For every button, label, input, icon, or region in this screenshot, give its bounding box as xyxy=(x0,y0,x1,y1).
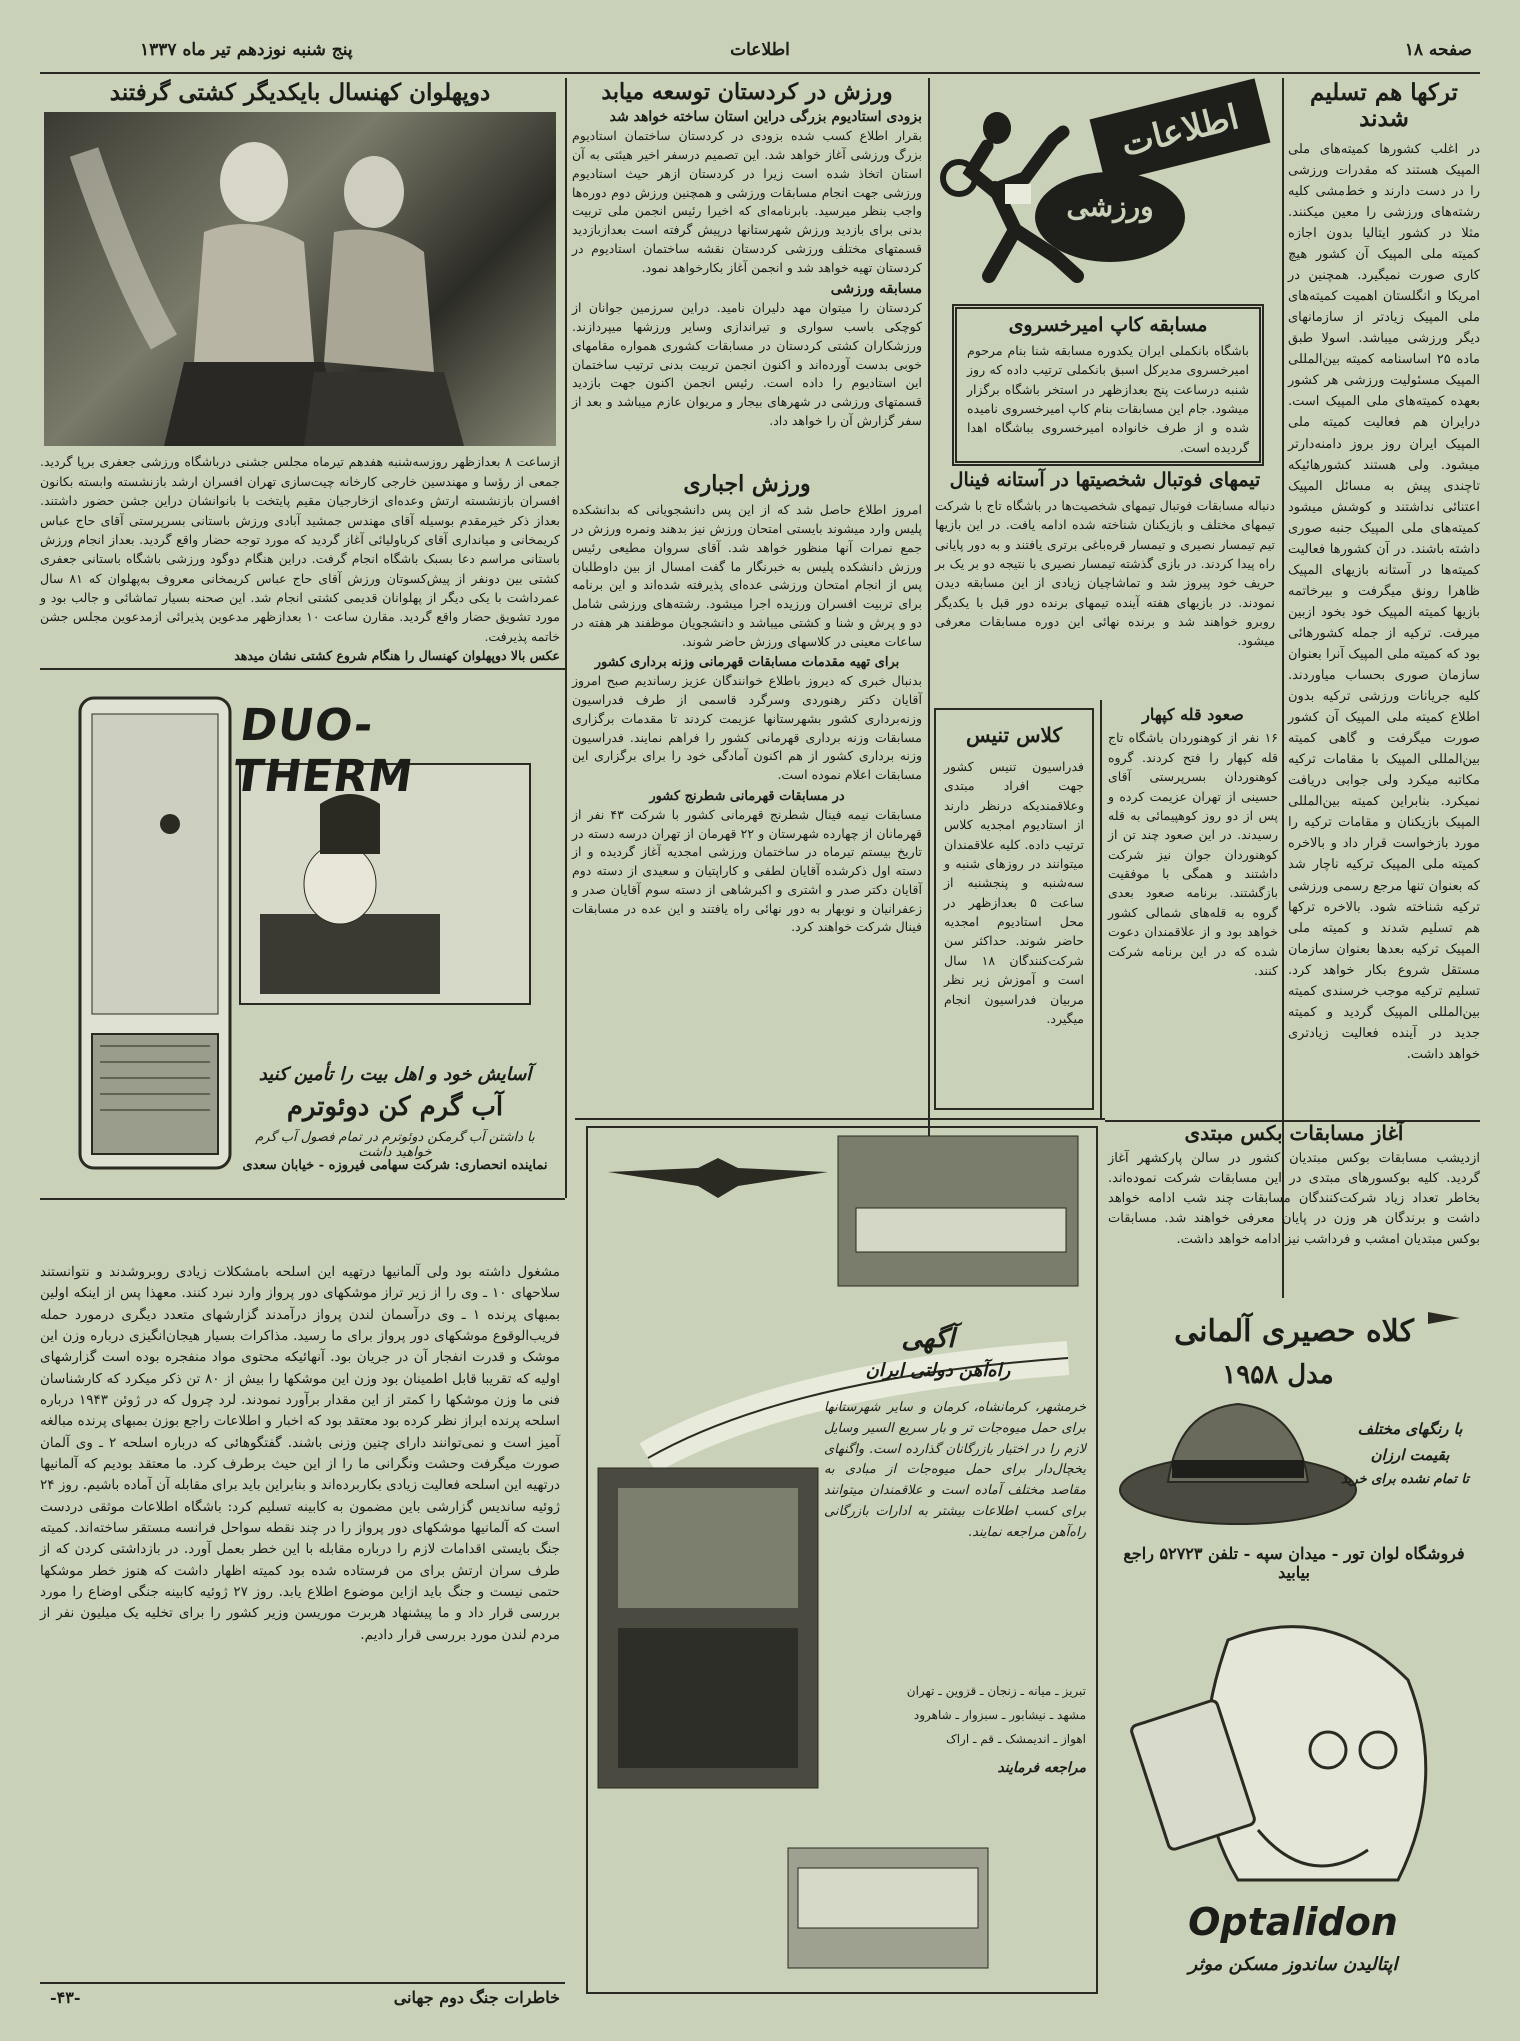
article-body: بقرار اطلاع کسب شده بزودی در کردستان ساختمان استادیوم بزرگ ورزشی آغاز خواهد شد. این تصمیم درسفر اخیر هیئتی به آن استان اتخاذ شده است زیرا در کردستان ازهر حیث استادیوم ورزشی جهت انجام مسابقات ورزشی و همچنین ورزش دوم دوره‌ها واجب بنظر میرسید. بابرنامه‌ای که اخیرا رئیس انجمن ملی تربیت بدنی برای بازدید ورزش شهرستانها درپیش گرفته است بعدازبازدید قسمتهای مختلف ورزشی کردستان نقشه ساختمان استادیوم در کردستان تهیه خواهد شد و انجمن آغاز بکارخواهد نمود. xyxy=(572,128,922,275)
railway-ad xyxy=(586,1126,1098,1994)
railway-ad-body: خرمشهر، کرمانشاه، کرمان و سایر شهرستانها برای حمل میوه‌جات تر و بار سریع السیر وسایل لازم را در اختیار بازرگانان گذارده است. واگنهای یخچال‌دار برای حمل میوه‌جات از مبادی به مقاصد مختلف آماده است و علاقمندان میتوانند برای کسب اطلاعات بیشتر به ادارات بازرگانی راه‌آهن مراجعه نمایند. xyxy=(824,1400,1086,1540)
railway-ad-footer: مراجعه فرمایند xyxy=(997,1760,1086,1776)
section-rule xyxy=(575,1118,1105,1120)
duotherm-brand: DUO-THERM xyxy=(229,700,417,802)
section-rule xyxy=(40,668,565,670)
boxing-beginners-article xyxy=(1108,1122,1480,1298)
hat-ad-model: مدل ۱۹۵۸ xyxy=(1222,1360,1334,1390)
article-subhead: مسابقه ورزشی xyxy=(830,281,922,298)
wrestlers-photo-note: عکس بالا دوپهلوان کهنسال را هنگام شروع کشتی نشان میدهد xyxy=(234,648,560,664)
column-rule xyxy=(1282,78,1284,1298)
article-body: در اغلب کشورها کمیته‌های ملی المپیک هستند که مقدرات ورزشی را در دست دارند و خط‌مشی کلیه رشته‌های ورزشی را معین میکنند. مثلا در کشور ایتالیا بدون اجازه کمیته ملی المپیک آن کشور هیچ کاری صورت نمیگیرد. همچنین در امریکا و انگلستان اهمیت کمیته‌های ملی المپیک زیادتر از سازمانهای دیگر ورزشی میباشد. اسولا طبق ماده ۲۵ اساسنامه کمیته بین‌المللی المپیک مسئولیت ورزشی هر کشور بعهده کمیته‌های ملی المپیک است. درایران هم فعالیت کمیته ملی المپیک ایران روز بروز دامنه‌دارتر میشود. ولی هستند کشورهائیکه تاچندی پیش به مسائل المپیک اعتنائی نداشتند و کوشش میشود کمیته‌های ملی المپیک جنبه صوری داشته باشند. در آن کشورها فعالیت کمیته‌ها در آستانه بازیهای المپیک ظاهرا رونق میگرفت و بیرخاتمه بازیها کمیته المپیک خود بخود ازبین میرفت. ترکیه از جمله کشورهائی بود که کمیته ملی المپیک آنرا بعنوان سازمان صوری بحساب میاوردند. کلیه جریانات ورزشی ترکیه بدون اطلاع کمیته ملی المپیک آن کشور صورت میگرفت و گاهی کمیته بین‌المللی المپیک با مقامات ترکیه مکاتبه میکرد ولی جوابی دریافت نمیکرد. بنابراین کمیته بین‌المللی المپیک بازیکنان و مقامات ترکیه را مورد بازخواست قرار داد و بالاخره کمیته ملی المپیک ترکیه ناچار شد که بعنوان تنها مرجع رسمی ورزشی ترکیه شناخته شود. بالاخره ترکها هم تسلیم شدند و کمیته ملی المپیک ترکیه بعدها بعنوان سازمان مستقل شروع بکار خواهد کرد. تسلیم ترکیه موجب خرسندی کمیته بین‌المللی المپیک گردید و کمیته جدید در آینده فعالیت زیادتری خواهد داشت. xyxy=(1288,141,1480,1062)
railway-ad-route-2: مشهد ـ نیشابور ـ سبزوار ـ شاهرود xyxy=(913,1708,1086,1722)
article-body: دنباله مسابقات فوتبال تیمهای شخصیت‌ها در باشگاه تاج با شرکت تیمهای مختلف و بازیکنان شناخته شده ادامه یافت. در این بازیها تیم تیمسار نصیری و تیمسار قره‌باغی برتری یافتند و به دور پایانی راه پیدا کردند. در بازی گذشته تیمسار نصیری با نتیجه دو بر یک بر حریف خود پیروز شد و تماشاچیان زیادی از این مسابقه دیدن نمودند. در بازیهای هفته آینده تیمهای برنده دور قبل با یکدیگر روبرو خواهند شد و برنده نهائی این دوره مسابقات معرفی میشود. xyxy=(935,497,1275,649)
article-body: ازدیشب مسابقات بوکس مبتدیان کشور در سالن پارکشهر آغاز گردید. کلیه بوکسورهای مبتدی در این مسابقات شرکت نموده‌اند. بخاطر تعداد زیاد شرکت‌کنندگان مسابقات چند شب ادامه خواهد داشت و برندگان هر وزن در پایان معرفی خواهند شد. مسابقات بوکس مبتدیان امشب و فرداشب نیز ادامه خواهد داشت. xyxy=(1108,1151,1480,1247)
duotherm-ad xyxy=(40,674,560,1192)
sport-kurdistan-article xyxy=(572,80,922,470)
article-headline: ورزش اجباری xyxy=(683,471,811,497)
hat-ad-note-1: با رنگهای مختلف xyxy=(1357,1420,1463,1438)
masthead-page-label: صفحه ۱۸ xyxy=(1404,40,1472,60)
masthead-paper-name: اطلاعات xyxy=(730,40,790,60)
duotherm-line3: با داشتن آب گرمکن دوئوترم در تمام فصول آب گرم خواهید داشت xyxy=(255,1130,535,1160)
amir-khosravi-cup-box xyxy=(952,304,1264,466)
football-teams-article xyxy=(935,470,1275,698)
hat-ad-note-2: بقیمت ارزان xyxy=(1370,1446,1450,1464)
railway-ad-subtitle: راه‌آهن دولتی ایران xyxy=(865,1360,1011,1381)
box-headline: کلاس تنیس xyxy=(966,723,1062,747)
hat-ad-note-3: تا تمام نشده برای خرید xyxy=(1341,1472,1469,1487)
wrestlers-photo-figures xyxy=(44,112,556,446)
ww2-memoirs-title: خاطرات جنگ دوم جهانی xyxy=(393,1988,560,2007)
article-body: ۱۶ نفر از کوهنوردان باشگاه تاج قله کپهار را فتح کردند. گروه کوهنوردان بسرپرستی آقای حسینی از تهران عزیمت کرده و پس از دو روز کوهپیمائی به قله رسیدند. در این صعود چند تن از کوهنوردان جوان نیز شرکت داشتند و همگی با موفقیت بازگشتند. برنامه صعود بعدی گروه به قله‌های شمالی کشور خواهد بود و از علاقمندان دعوت شده که در این برنامه شرکت کنند. xyxy=(1108,730,1278,978)
box-body: فدراسیون تنیس کشور جهت افراد مبتدی وعلاقمندیکه درنظر دارند از استادیوم امجدیه کلاس ترتیب داده. کلیه علاقمندان میتوانند در روزهای شنبه و سه‌شنبه و پنجشنبه از ساعت ۵ بعدازظهر در محل استادیوم امجدیه حاضر شوند. حداکثر سن شرکت‌کنندگان ۱۸ سال است و آموزش زیر نظر مربیان فدراسیون انجام میگیرد. xyxy=(944,759,1084,1026)
ettelaat-logo-banner: اطلاعات xyxy=(1090,78,1271,183)
optalidon-brand: Optalidon xyxy=(1188,1900,1398,1944)
article-headline: ورزش در کردستان توسعه میابد xyxy=(601,79,893,105)
article-headline: دوپهلوان کهنسال بایکدیگر کشتی گرفتند xyxy=(109,79,491,106)
ww2-memoirs-page-number: -۴۳- xyxy=(50,1988,81,2007)
tennis-class-box xyxy=(934,708,1094,1110)
wrestlers-caption: ازساعت ۸ بعدازظهر روزسه‌شنبه هفدهم تیرماه مجلس جشنی درباشگاه ورزشی جعفری برپا گردید. جمعی از رؤسا و مهندسین خارجی کارخانه چیت‌سازی تهران افسران ارشد بازنشسته وابسته بکانون افسران بازنشسته ارتش وعده‌ای ازخارجیان مقیم پایتخت با بانوانشان دراین جشن حضور داشتند. بعداز ذکر خیرمقدم بوسیله آقای مهندس جمشید آبادی ورزش باستانی بسرپرستی آقای حاج عباس کریمخانی و میانداری آقای کرباولیائی آغاز گردید که مورد توجه حضار واقع گردید. بعداز انجام ورزش باستانی مراسم دعا بسبک باشگاه انجام گرفت. دراین هنگام دوگود ورزشی باشگاه باستانی جعفری کشتی بین دونفر از پیش‌کسوتان ورزش آقای حاج عباس کریمخانی معروف به‌پهلوان که ۸۱ سال عمرداشت با یکی دیگر از پهلوانان قدیمی کشتی انجام شد. این صحنه بسیار تماشائی و جالب بود و مورد تشویق حضار واقع گردید. مقارن ساعت ۱۰ بعدازظهر مدعوین پذیرائی ازمدعوین مجلس جشن خاتمه پذیرفت. xyxy=(40,454,561,644)
hat-ad-title: کلاه حصیری آلمانی xyxy=(1174,1314,1414,1349)
section-rule xyxy=(40,1982,565,1984)
column-rule xyxy=(1100,700,1102,1120)
article-headline: صعود قله کپهار xyxy=(1142,705,1244,724)
column-rule xyxy=(928,78,930,1158)
article-body: مشغول داشته بود ولی آلمانیها درتهیه این اسلحه بامشکلات زیادی روبروشدند و نتوانستند سلاحهای ۱۰ ـ وی را از زیر تراز موشکهای دور پرواز وارد نبرد کنند. معهذا پس از اینکه اولین بمبهای پرنده ۱ ـ وی درآسمان لندن پرواز درآمدند گزارشهای متعدد دیگری درمورد حمله فریب‌الوقوع موشکهای دور پرواز برای ما رسید. مذاکرات بسیار هیجان‌انگیزی درباره وزن این موشک و قدرت انفجار آن در جریان بود. آنهائیکه محتوی مواد منفجره بوده است گزارشهای اولیه که تقریبا قابل اطمینان بود وزن این موشکها را بیش از ۸۰ تن ذکر میکرد که کارشناسان فنی ما وزن موشکها را کمتر از این مقدار برآورد نمودند. لرد چرول که در ژوئن ۱۹۴۳ درباره اسلحه پرنده ابراز نظر کرده بود معتقد بود که اخبار و اطلاعات راجع بوزن بمبهای پرنده مبالغه آمیز است و نمی‌توانند دارای چنین وزنی باشند. گفتگوهائی که درباره اسلحه ۲ ـ وی آلمان صورت میگرفت وحشت ونگرانی ما را از این حیث برطرف کرد. ما معتقد بودیم که آلمانیها درتهیه این اسلحه فعالیت زیادی بکاربرده‌اند و بنابراین باید برای مقابله آن آماده باشیم. روز ۲۴ ژوئیه ساندیس گزارشی باین مضمون به کابینه تسلیم کرد: باشگاه اطلاعات موثقی دردست است که آلمانیها موشکهای دور پرواز را در چند نقطه سواحل فرانسه مستقر ساخته‌اند. کمیته جنگ بایستی اقدامات لازم را درباره مقابله با این خطر بعمل آورد. در بازداشتی کردن که از طرف سران ارتش برای من فرستاده شده بود کمیته اظهار داشت که هنوز خطر موشکها حتمی نیست و جنگ باید ازاین موضوع اطلاع یابد. روز ۲۷ ژوئیه کابینه جنگی اوضاع را مورد بررسی قرار داد و ما پیشنهاد هربرت موریسن وزیر کشور را برای تخلیه یک میلیون نفر از مردم لندن مورد بررسی قرار دادیم. xyxy=(40,1264,561,1643)
ww2-memoirs-article xyxy=(40,1262,560,1982)
mountain-climb-article xyxy=(1108,706,1278,1114)
article-body-2: بدنبال خبری که دیروز باطلاع خوانندگان عزیز رساندیم صبح امروز آقایان دکتر رهنوردی وسرگرد قاسمی از طرف فدراسیون وزنه‌برداری کشور بشهرستانها عزیمت کردند تا مقدمات برگزاری مسابقات وزنه برداری قهرمانی کشور را فراهم نمایند. فدراسیون وزنه برداری کشور از هم اکنون آمادگی خود را برای برگزاری این مسابقات اعلام نموده است. xyxy=(572,673,922,783)
box-body: باشگاه بانکملی ایران یکدوره مسابقه شنا بنام مرحوم امیرخسروی مدیرکل اسبق بانکملی ترتیب داده که روز شنبه درساعت پنج بعدازظهر در استخر باشگاه برگزار میشود. جام این مسابقات بنام کاپ امیرخسروی نامیده شده و از طرف خانواده امیرخسروی بباشگاه اهدا گردیده است. xyxy=(967,342,1249,455)
straw-hat-ad xyxy=(1108,1300,1480,1640)
duotherm-agent: نماینده انحصاری: شرکت سهامی فیروزه - خیابان سعدی xyxy=(242,1158,548,1173)
article-body-2: کردستان را میتوان مهد دلیران نامید. دراین سرزمین جوانان از کوچکی باسب سواری و تیراندازی وسایر ورزشها میپردازند. ورزشکاران کشتی کردستان در مسابقات کشوری همواره مقامهای خوبی بدست آورده‌اند و اکنون انجمن تربیت بدنی ترتیب ساختمان این استادیوم را داده است. رئیس انجمن اکنون جهت بازدید قسمتهای ورزشی در شهرهای بیجار و مریوان عازم میباشد و بعد از سفر گزارش آن را خواهد داد. xyxy=(572,300,922,428)
article-lead: بزودی استادیوم بزرگی دراین استان ساخته خواهد شد xyxy=(609,109,922,126)
article-headline: ترکها هم تسلیم شدند xyxy=(1310,79,1458,133)
article-body: امروز اطلاع حاصل شد که از این پس دانشجویانی که بدانشکده پلیس وارد میشوند بایستی امتحان ورزش نیز بدهند ونمره ورزش در جمع نمرات آنها منظور خواهد شد. آقای سروان مطیعی رئیس ورزش دانشکده پلیس به خبرنگار ما گفت امسال از بین داوطلبان پس از انجام امتحان ورزشی عده‌ای پذیرفته شده‌اند و این برنامه برای تربیت افسران ورزیده اجرا میشود. رشته‌های ورزشی شامل دو و پرش و شنا و کشتی میباشد و دانشجویان موظفند هر هفته در ساعات معینی در کلاسهای ورزش حاضر شوند. xyxy=(572,502,922,649)
duotherm-line1: آسایش خود و اهل بیت را تأمین کنید xyxy=(258,1064,532,1085)
duotherm-line2: آب گرم کن دوئوترم xyxy=(286,1092,504,1122)
railway-ad-route-3: اهواز ـ اندیمشک ـ قم ـ اراک xyxy=(945,1732,1086,1746)
hat-ad-store: فروشگاه لوان تور - میدان سپه - تلفن ۵۲۷۲۳ راجع بیابید xyxy=(1123,1544,1465,1582)
article-headline: تیمهای فوتبال شخصیتها در آستانه فینال xyxy=(949,469,1261,491)
article-subhead-chess: در مسابقات قهرمانی شطرنج کشور xyxy=(649,788,845,804)
masthead-date: پنج شنبه نوزدهم تیر ماه ۱۳۳۷ xyxy=(140,40,353,60)
optalidon-ad xyxy=(1108,1600,1480,2010)
ettelaat-sport-logo xyxy=(935,80,1275,280)
railway-ad-title: آگهی xyxy=(901,1324,955,1354)
article-turks-surrender xyxy=(1288,80,1480,1120)
wrestlers-photo xyxy=(44,112,556,446)
ettelaat-logo-sport: ورزشی xyxy=(1066,190,1154,223)
wrestlers-article xyxy=(40,80,560,665)
compulsory-sport-article xyxy=(572,470,922,1115)
railway-ad-route-1: تبریز ـ میانه ـ زنجان ـ قزوین ـ تهران xyxy=(906,1684,1086,1698)
article-headline: آغاز مسابقات بکس مبتدی xyxy=(1184,1121,1404,1145)
article-body-3: مسابقات نیمه فینال شطرنج قهرمانی کشور با شرکت ۴۳ نفر از قهرمانان از چهارده شهرستان و ۲۲ قهرمان از تهران درسه دسته در تاریخ بیستم تیرماه در ساختمان ورزشی امجدیه آغاز گردیده و از دسته اول ذکرشده آقایان لطفی و کاراپتیان و سعیدی از دسته دوم آقایان دکتر صدر و اشتری و اکبرشاهی از دسته سوم آقایان صدر و زعفرانیان و نوبهار به دور نهائی راه یافتند و این عده در مسابقات فینال شرکت خواهند کرد. xyxy=(572,806,922,935)
section-rule xyxy=(40,1198,565,1200)
article-subhead-weightlifting: برای تهیه مقدمات مسابقات قهرمانی وزنه برداری کشور xyxy=(594,655,900,671)
box-headline: مسابقه کاپ امیرخسروی xyxy=(1008,314,1208,336)
optalidon-fa: اپتالیدن ساندوز مسکن موثر xyxy=(1188,1954,1398,1975)
column-rule xyxy=(565,78,567,1198)
masthead-rule xyxy=(40,72,1480,74)
